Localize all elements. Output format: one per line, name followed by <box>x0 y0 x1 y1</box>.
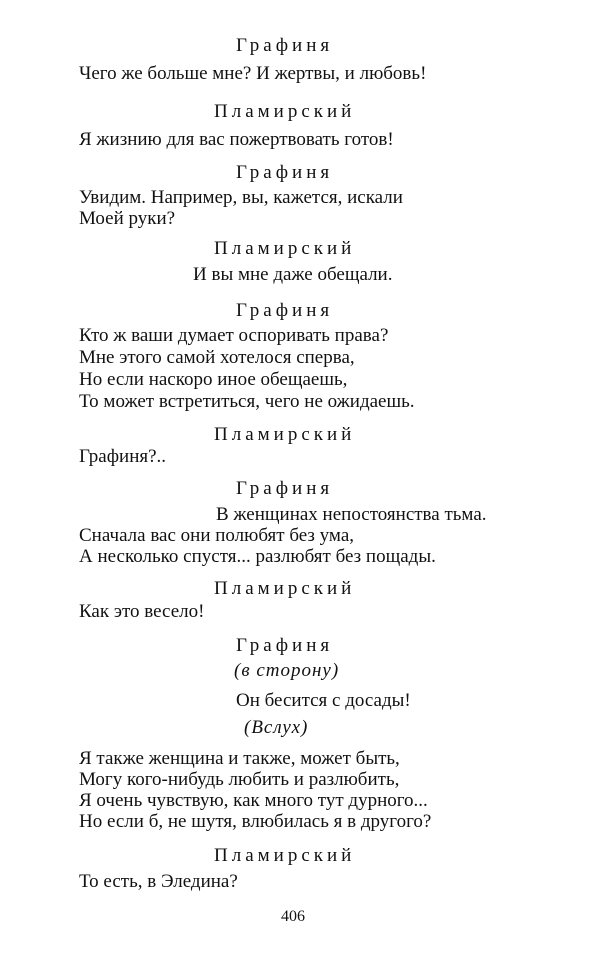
speaker-plamirsky: Пламирский <box>214 578 356 599</box>
verse-line: Сначала вас они полюбят без ума, <box>79 525 354 546</box>
verse-line: Могу кого-нибудь любить и разлюбить, <box>79 769 400 790</box>
verse-line: В женщинах непостоянства тьма. <box>216 504 487 525</box>
verse-line: То может встретиться, чего не ожидаешь. <box>79 391 415 412</box>
verse-line: Чего же больше мне? И жертвы, и любовь! <box>79 63 427 84</box>
verse-line: То есть, в Элединa? <box>79 871 238 892</box>
verse-line: Я жизнию для вас пожертвовать готов! <box>79 129 394 150</box>
verse-line: Как это весело! <box>79 601 205 622</box>
speaker-grafinya: Графиня <box>236 300 334 321</box>
speaker-plamirsky: Пламирский <box>214 238 356 259</box>
verse-line: Мне этого самой хотелося сперва, <box>79 347 355 368</box>
verse-line: Но если б, не шутя, влюбилась я в другого? <box>79 811 432 832</box>
page-number: 406 <box>281 908 305 925</box>
verse-line: Увидим. Например, вы, кажется, искали <box>79 187 403 208</box>
verse-line: Я также женщина и также, может быть, <box>79 748 400 769</box>
verse-line: Я очень чувствую, как много тут дурного... <box>79 790 428 811</box>
speaker-grafinya: Графиня <box>236 478 334 499</box>
verse-line: Графиня?.. <box>79 446 167 467</box>
verse-line: Но если наскоро иное обещаешь, <box>79 369 348 390</box>
verse-line: А несколько спустя... разлюбят без пощады. <box>79 546 436 567</box>
speaker-grafinya: Графиня <box>236 35 334 56</box>
stage-direction-aside: (в сторону) <box>234 660 340 681</box>
speaker-plamirsky: Пламирский <box>214 845 356 866</box>
verse-line: И вы мне даже обещали. <box>193 264 393 285</box>
speaker-plamirsky: Пламирский <box>214 101 356 122</box>
verse-line: Кто ж ваши думает оспоривать права? <box>79 325 389 346</box>
speaker-plamirsky: Пламирский <box>214 424 356 445</box>
verse-line: Моей руки? <box>79 208 176 229</box>
verse-line: Он бесится с досады! <box>236 690 411 711</box>
speaker-grafinya: Графиня <box>236 635 334 656</box>
stage-direction-aloud: (Вслух) <box>244 717 309 738</box>
speaker-grafinya: Графиня <box>236 162 334 183</box>
